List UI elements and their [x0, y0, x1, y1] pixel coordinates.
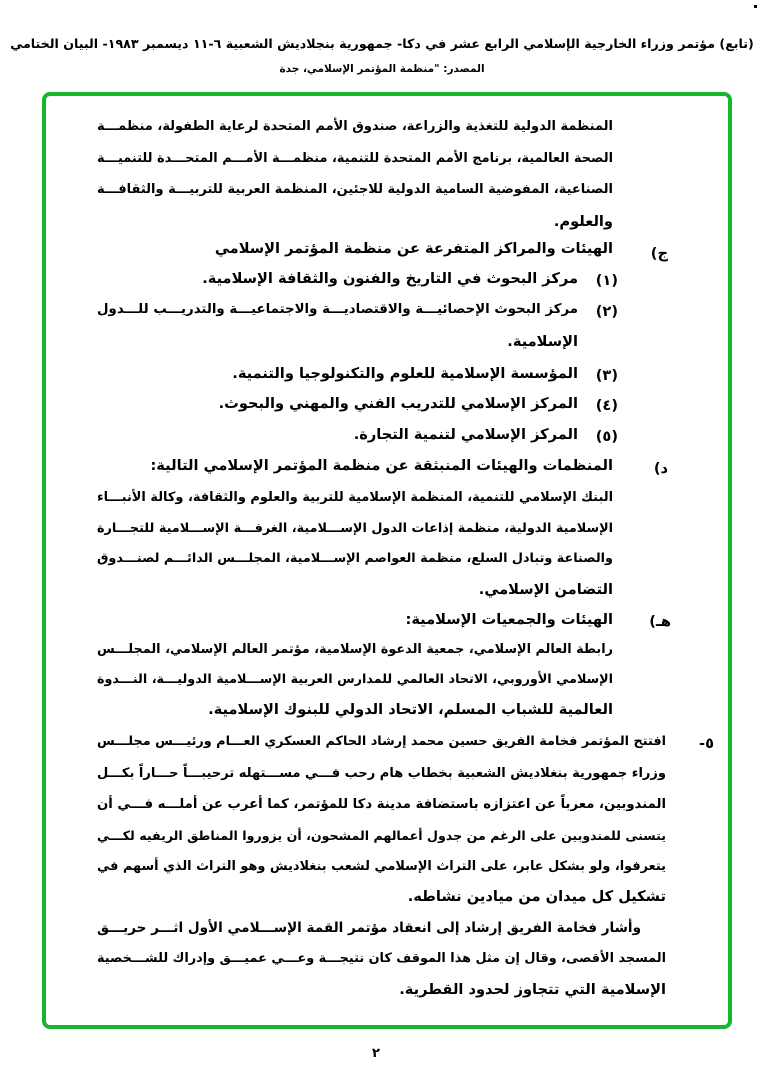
paragraph-5-line: افتتح المؤتمر فخامة الفريق حسين محمد إرشاد الحاكم العسكري العـــام ورئيـــس مجلـــس: [96, 734, 666, 749]
paragraph-5-line: تشكيل كل ميدان من ميادين نشاطه.: [407, 888, 666, 905]
paragraph-5-line: يتعرفوا، ولو بشكل عابر، على التراث الإسلامي لشعب بنغلاديش وهو التراث الذي أسهم في: [97, 859, 666, 874]
paragraph-5-line: وزراء جمهورية بنغلاديش الشعبية بخطاب هام رحب فـــي مســـتهله ترحيبـــاً حـــاراً بكـــل: [96, 766, 666, 781]
item-number: (٢): [595, 303, 618, 320]
item-number: (٤): [595, 397, 618, 414]
section-h-line: الإسلامي الأوروبي، الاتحاد العالمي للمدارس العربية الإســـلامية الدوليـــة، النـــدوة: [97, 672, 613, 687]
intro-line: الصناعية، المفوضية السامية الدولية للاجئين، المنظمة العربية للتربيـــة والثقافـــة: [97, 182, 613, 197]
section-d-line: البنك الإسلامي للتنمية، المنظمة الإسلامية للتربية والعلوم والثقافة، وكالة الأنبـــاء: [97, 490, 613, 505]
section-marker-d: د): [653, 460, 668, 477]
item-text: المركز الإسلامي للتدريب الفني والمهني والبحوث.: [218, 395, 578, 412]
page-number: ٢: [372, 1046, 380, 1061]
section-heading-j: الهيئات والمراكز المتفرعة عن منظمة المؤتمر الإسلامي: [214, 240, 613, 257]
paragraph-marker-5: ٥-: [699, 735, 714, 752]
item-text: المركز الإسلامي لتنمية التجارة.: [353, 426, 578, 443]
paragraph-6-line: المسجد الأقصى، وقال إن مثل هذا الموقف كان نتيجـــة وعـــي عميـــق وإدراك للشـــخصية: [96, 951, 666, 966]
item-text: الإسلامية.: [507, 333, 578, 350]
item-number: (٣): [595, 367, 618, 384]
section-h-line: رابطة العالم الإسلامي، جمعية الدعوة الإسلامية، مؤتمر العالم الإسلامي، المجلـــس: [97, 642, 613, 657]
item-number: (١): [595, 272, 618, 289]
scan-speck: [754, 5, 757, 8]
item-number: (٥): [595, 428, 618, 445]
section-heading-h: الهيئات والجمعيات الإسلامية:: [405, 611, 613, 628]
page-header-title: (تابع) مؤتمر وزراء الخارجية الإسلامي الرابع عشر في دكا- جمهورية بنجلاديش الشعبية ٦-١١ ديسمبر ١٩٨٣- البيان الختامي: [10, 36, 754, 51]
intro-line: الصحة العالمية، برنامج الأمم المتحدة للتنمية، منظمـــة الأمـــم المتحـــدة للتنميـــة: [96, 151, 613, 166]
intro-line: المنظمة الدولية للتغذية والزراعة، صندوق الأمم المتحدة لرعاية الطفولة، منظمـــة: [97, 119, 613, 134]
paragraph-5-line: المندوبين، معرباً عن اعتزازه باستضافة مدينة دكا للمؤتمر، كما أعرب عن أملـــه فـــي أن: [96, 797, 666, 812]
page-header-source: المصدر: "منظمة المؤتمر الإسلامي، جدة: [279, 63, 485, 75]
paragraph-6-line: وأشار فخامة الفريق إرشاد إلى انعقاد مؤتمر القمة الإســـلامي الأول اثـــر حريـــق: [97, 920, 641, 936]
item-text: مركز البحوث الإحصائيـــة والاقتصاديـــة والاجتماعيـــة والتدريـــب للـــدول: [97, 302, 578, 317]
section-h-line: العالمية للشباب المسلم، الاتحاد الدولي للبنوك الإسلامية.: [208, 701, 613, 718]
section-d-line: الإسلامية الدولية، منظمة إذاعات الدول الإســـلامية، الغرفـــة الإســـلامية للتجـــارة: [97, 521, 613, 536]
section-marker-j: ج): [650, 245, 668, 262]
section-d-line: التضامن الإسلامي.: [478, 581, 613, 598]
paragraph-6-line: الإسلامية التي تتجاوز لحدود القطرية.: [399, 981, 666, 998]
intro-line: والعلوم.: [553, 213, 613, 230]
paragraph-5-line: يتسنى للمندوبين على الرغم من جدول أعمالهم المشحون، أن يزوروا المناطق الريفيه لكـــي: [97, 828, 666, 843]
section-d-line: والصناعة وتبادل السلع، منظمة العواصم الإســـلامية، المجلـــس الدائـــم لصنـــدوق: [97, 551, 613, 566]
section-marker-h: هـ): [649, 613, 671, 630]
item-text: مركز البحوث في التاريخ والفنون والثقافة الإسلامية.: [202, 270, 578, 287]
section-heading-d: المنظمات والهيئات المنبثقة عن منظمة المؤتمر الإسلامي التالية:: [150, 457, 613, 474]
item-text: المؤسسة الإسلامية للعلوم والتكنولوجيا والتنمية.: [232, 365, 578, 382]
